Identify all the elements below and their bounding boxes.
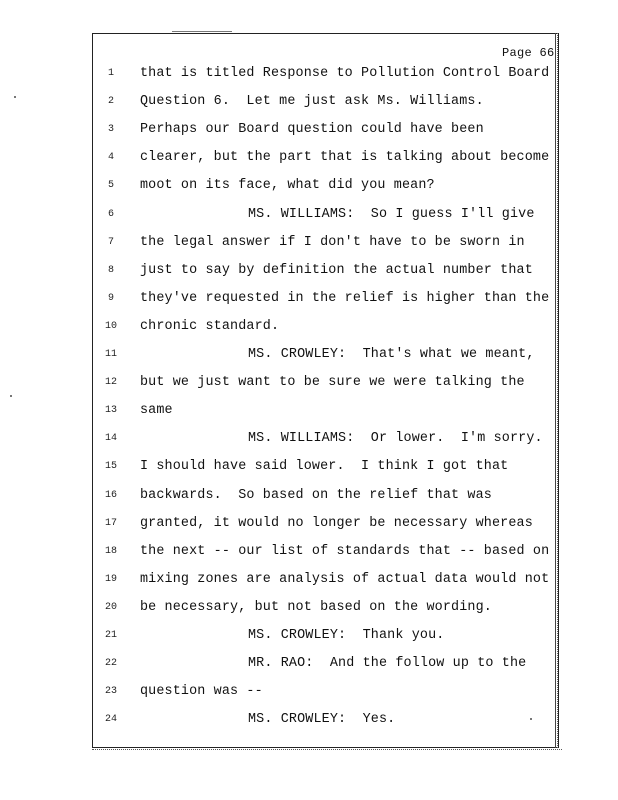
transcript-line-text: they've requested in the relief is higher than the <box>140 291 550 306</box>
transcript-line-text: mixing zones are analysis of actual data would not <box>140 572 550 587</box>
line-number: 13 <box>104 405 117 416</box>
line-number: 7 <box>107 237 114 248</box>
page-number-label: Page 66 <box>502 46 555 60</box>
line-number: 17 <box>104 518 117 529</box>
line-number: 1 <box>107 68 114 79</box>
transcript-line-text: granted, it would no longer be necessary whereas <box>140 516 533 531</box>
transcript-line-text: backwards. So based on the relief that was <box>140 488 492 503</box>
scan-speck <box>530 718 532 720</box>
transcript-line-text: MS. WILLIAMS: Or lower. I'm sorry. <box>248 431 543 446</box>
transcript-line-text: moot on its face, what did you mean? <box>140 178 435 193</box>
line-number: 2 <box>107 96 114 107</box>
scan-speck <box>10 395 12 397</box>
line-number: 11 <box>104 349 117 360</box>
line-number: 5 <box>107 180 114 191</box>
transcript-line-text: just to say by definition the actual number that <box>140 263 533 278</box>
transcript-line-text: MS. CROWLEY: That's what we meant, <box>248 347 535 362</box>
transcript-line-text: but we just want to be sure we were talking the <box>140 375 525 390</box>
line-number: 19 <box>104 574 117 585</box>
line-number: 6 <box>107 209 114 220</box>
line-number: 14 <box>104 433 117 444</box>
scan-speck <box>14 96 16 98</box>
line-number: 9 <box>107 293 114 304</box>
transcript-line-text: same <box>140 403 173 418</box>
transcript-line-text: I should have said lower. I think I got that <box>140 459 509 474</box>
right-margin-rule <box>555 33 558 748</box>
line-number: 21 <box>104 630 117 641</box>
transcript-line-text: the next -- our list of standards that -- based on <box>140 544 550 559</box>
transcript-line-text: MS. WILLIAMS: So I guess I'll give <box>248 207 535 222</box>
line-number: 22 <box>104 658 117 669</box>
line-number: 24 <box>104 714 117 725</box>
transcript-line-text: chronic standard. <box>140 319 280 334</box>
transcript-line-text: MR. RAO: And the follow up to the <box>248 656 527 671</box>
line-number: 8 <box>107 265 114 276</box>
line-number: 12 <box>104 377 117 388</box>
scan-speck <box>172 31 232 32</box>
line-number: 18 <box>104 546 117 557</box>
line-number: 20 <box>104 602 117 613</box>
transcript-line-text: MS. CROWLEY: Thank you. <box>248 628 445 643</box>
transcript-line-text: clearer, but the part that is talking about become <box>140 150 550 165</box>
line-number: 15 <box>104 461 117 472</box>
transcript-line-text: that is titled Response to Pollution Control Board <box>140 66 550 81</box>
line-number: 10 <box>104 321 117 332</box>
transcript-line-text: the legal answer if I don't have to be sworn in <box>140 235 525 250</box>
transcript-line-text: Perhaps our Board question could have been <box>140 122 484 137</box>
line-number: 16 <box>104 490 117 501</box>
line-number: 3 <box>107 124 114 135</box>
transcript-line-text: Question 6. Let me just ask Ms. Williams. <box>140 94 484 109</box>
line-number: 4 <box>107 152 114 163</box>
bottom-margin-rule <box>92 749 562 752</box>
transcript-line-text: question was -- <box>140 684 263 699</box>
transcript-line-text: MS. CROWLEY: Yes. <box>248 712 396 727</box>
transcript-line-text: be necessary, but not based on the wording. <box>140 600 492 615</box>
line-number: 23 <box>104 686 117 697</box>
